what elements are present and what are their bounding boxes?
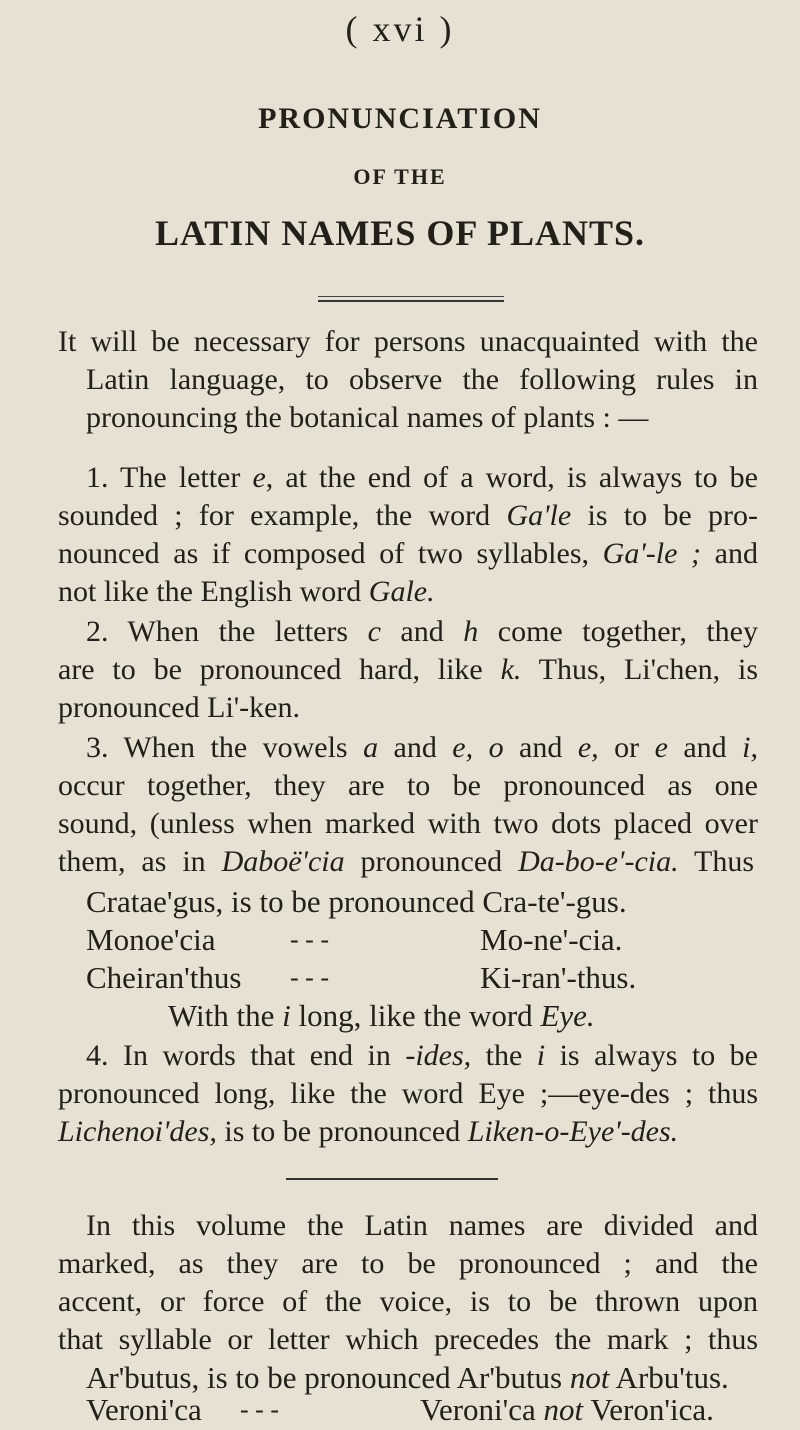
rule-3-example-dashes: - - - [290,963,329,992]
intro-line: It will be necessary for persons unacquainted with the [58,325,758,358]
rule-3-example-pron: Mo-ne'-cia. [480,922,623,957]
rule-3-example-name: Monoe'cia [86,922,216,957]
rule-4-line: pronounced long, like the word Eye ;—eye-des ; thus [58,1077,758,1110]
rule-2-line: pronounced Li'-ken. [58,691,300,724]
intro-line: Latin language, to observe the following rules in [86,363,758,396]
closing-line: marked, as they are to be pronounced ; and the [58,1247,758,1280]
rule-2-line: 2. When the letters c and h come together, they [86,615,758,648]
rule-3-line: them, as in Daboë'cia pronounced Da-bo-e'-cia. Thus [58,845,755,878]
closing-line: accent, or force of the voice, is to be thrown upon [58,1285,758,1318]
heading-pronunciation: PRONUNCIATION [258,102,542,135]
rule-3-example: Cratae'gus, is to be pronounced Cra-te'-gus. [86,884,627,919]
rule-3-example-pron: Ki-ran'-thus. [480,960,637,995]
rule-4-line: 4. In words that end in -ides, the i is always to be [86,1039,758,1072]
rule-3-line: 3. When the vowels a and e, o and e, or e and i, [86,731,758,764]
rule-1-line: not like the English word Gale. [58,575,435,608]
title-divider [318,296,504,302]
rule-1-line: sounded ; for example, the word Ga'le is to be pro- [58,499,758,532]
closing-line: that syllable or letter which precedes the mark ; thus [58,1323,758,1356]
rule-3-line: sound, (unless when marked with two dots placed over [58,807,758,840]
rule-3-example-name: Cheiran'thus [86,960,242,995]
closing-example: Ar'butus, is to be pronounced Ar'butus not Arbu'tus. [86,1360,729,1395]
intro-line: pronouncing the botanical names of plants : — [86,401,649,434]
rule-1-line: nounced as if composed of two syllables, Ga'-le ; and [58,537,759,570]
closing-example-pron: Veroni'ca not Veron'ica. [420,1392,714,1427]
page-number: ( xvi ) [345,9,455,49]
rule-3-note: With the i long, like the word Eye. [168,998,595,1033]
rule-1-line: 1. The letter e, at the end of a word, is always to be [86,461,758,494]
heading-latin-names: LATIN NAMES OF PLANTS. [154,213,646,253]
section-divider [286,1178,498,1182]
closing-example-name: Veroni'ca [86,1392,202,1427]
rule-2-line: are to be pronounced hard, like k. Thus, Li'chen, is [58,653,758,686]
heading-of-the: OF THE [353,164,447,189]
rule-3-line: occur together, they are to be pronounced as one [58,769,758,802]
rule-3-example-dashes: - - - [290,925,329,954]
closing-line: In this volume the Latin names are divided and [86,1209,758,1242]
rule-4-line: Lichenoi'des, is to be pronounced Liken-o-Eye'-des. [58,1115,679,1148]
closing-example-dashes: - - - [240,1395,279,1424]
